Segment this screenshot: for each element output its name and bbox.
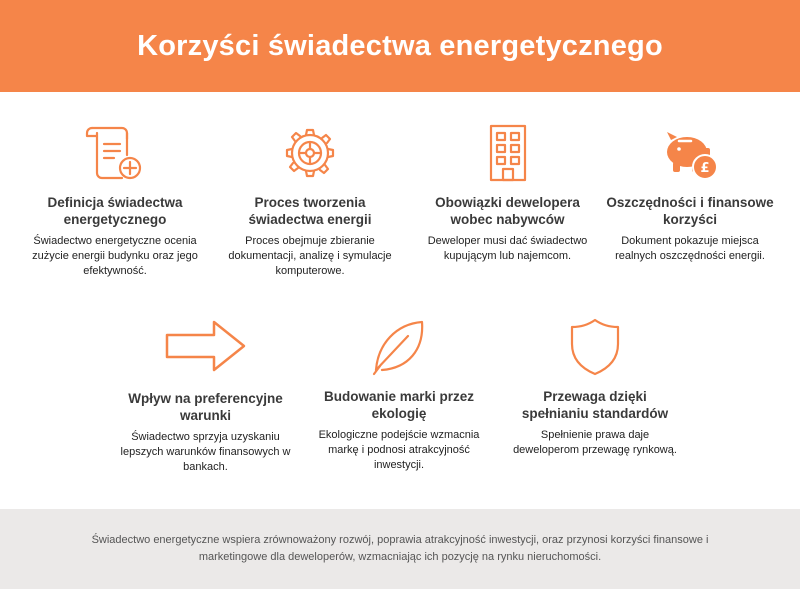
card-description: Świadectwo energetyczne ocenia zużycie energii budynku oraz jego efektywność. xyxy=(32,235,198,277)
card-title: Definicja świadectwa energetycznego xyxy=(47,195,183,227)
footer-text: Świadectwo energetyczne wspiera zrównoważony rozwój, poprawia atrakcyjność inwestycji, oraz przynosi korzyści finansowe i marketingowe dla deweloperów, wzmacniając ich pozycję na rynku nieruchomości. xyxy=(91,534,709,563)
card-title: Przewaga dzięki spełnianiu standardów xyxy=(521,389,669,421)
page-title: Korzyści świadectwa energetycznego xyxy=(137,29,663,62)
card-obligations xyxy=(420,118,595,288)
arrow-right-icon xyxy=(164,318,248,374)
gear-icon xyxy=(279,122,341,184)
footer-summary xyxy=(0,509,800,589)
card-title: Oszczędności i finansowe korzyści xyxy=(606,195,774,227)
card-title: Wpływ na preferencyjne warunki xyxy=(128,391,283,423)
card-title: Budowanie marki przez ekologię xyxy=(323,389,475,421)
leaf-icon xyxy=(368,316,430,378)
card-description: Ekologiczne podejście wzmacnia markę i podnosi atrakcyjność inwestycji. xyxy=(318,429,480,471)
card-brand-building xyxy=(314,312,484,482)
piggy-bank-pound-icon xyxy=(659,122,721,184)
card-title: Proces tworzenia świadectwa energii xyxy=(248,195,372,227)
card-preferential-terms xyxy=(118,312,293,482)
card-standards-advantage xyxy=(510,312,680,482)
card-title: Obowiązki dewelopera wobec nabywców xyxy=(435,195,580,227)
building-icon xyxy=(477,122,539,184)
card-definition xyxy=(30,118,200,288)
document-scroll-plus-icon xyxy=(84,122,146,184)
card-description: Świadectwo sprzyja uzyskaniu lepszych warunków finansowych w bankach. xyxy=(120,431,291,473)
card-process xyxy=(225,118,395,288)
header-banner xyxy=(0,0,800,92)
card-description: Deweloper musi dać świadectwo kupującym lub najemcom. xyxy=(427,235,588,262)
card-description: Spełnienie prawa daje deweloperom przewagę rynkową. xyxy=(513,429,677,456)
card-description: Dokument pokazuje miejsca realnych oszczędności energii. xyxy=(615,235,765,262)
card-savings xyxy=(605,118,775,288)
card-description: Proces obejmuje zbieranie dokumentacji, analizę i symulacje komputerowe. xyxy=(228,235,392,277)
svg-text:£: £ xyxy=(700,161,710,176)
shield-icon xyxy=(564,316,626,378)
